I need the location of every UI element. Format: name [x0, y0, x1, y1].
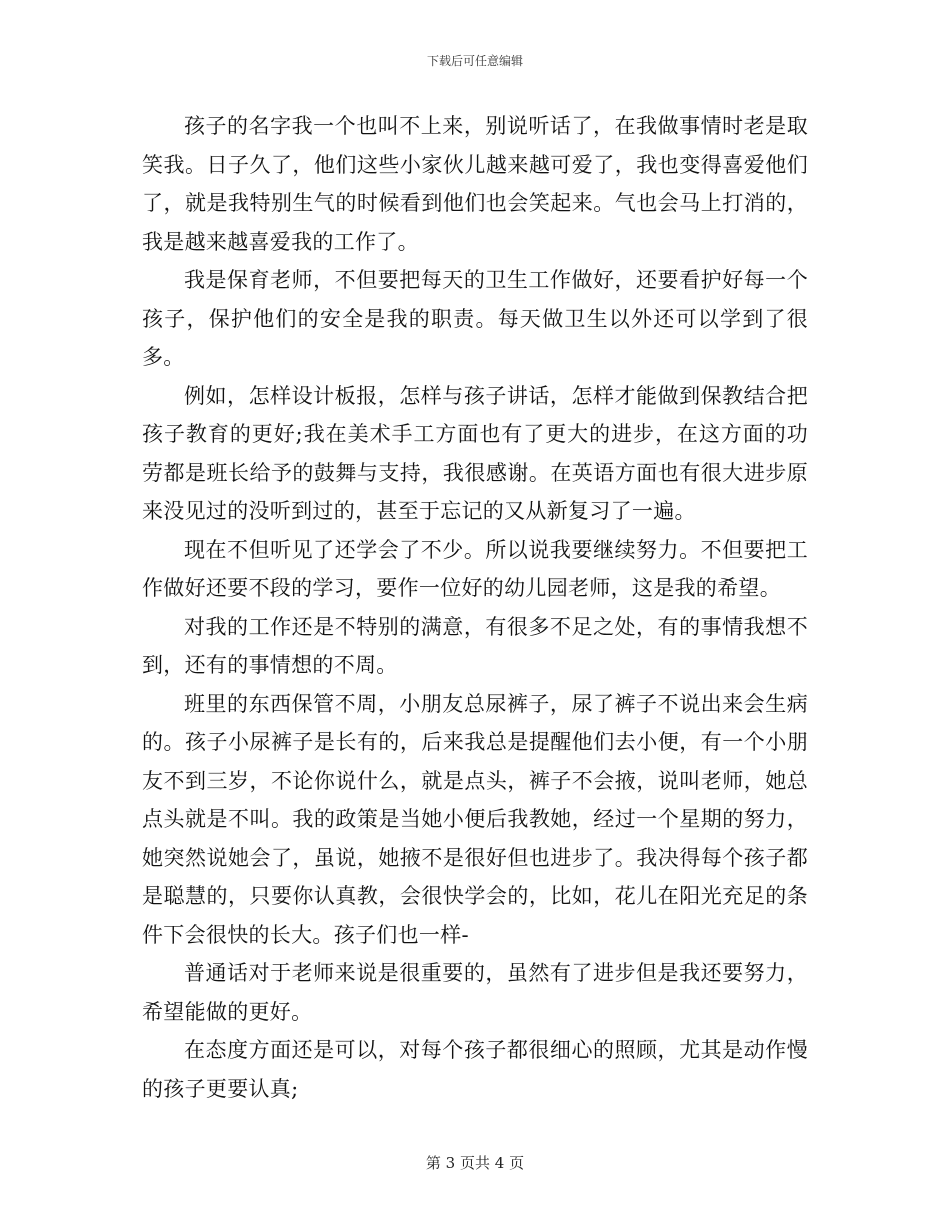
paragraph: 普通话对于老师来说是很重要的，虽然有了进步但是我还要努力，希望能做的更好。 [142, 961, 808, 1024]
page-header: 下载后可任意编辑 [426, 54, 523, 68]
document-body [142, 107, 808, 1108]
paragraph: 在态度方面还是可以，对每个孩子都很细心的照顾，尤其是动作慢的孩子更要认真; [142, 1038, 808, 1101]
paragraph: 对我的工作还是不特别的满意，有很多不足之处，有的事情我想不到，还有的事情想的不周。 [142, 614, 808, 677]
paragraph: 孩子的名字我一个也叫不上来，别说听话了，在我做事情时老是取笑我。日子久了，他们这些小家伙儿越来越可爱了，我也变得喜爱他们了，就是我特别生气的时候看到他们也会笑起来。气也会马上打消的，我是越来越喜爱我的工作了。 [142, 114, 808, 254]
paragraph: 我是保育老师，不但要把每天的卫生工作做好，还要看护好每一个孩子，保护他们的安全是我的职责。每天做卫生以外还可以学到了很多。 [142, 268, 808, 369]
paragraph: 现在不但听见了还学会了不少。所以说我要继续努力。不但要把工作做好还要不段的学习，要作一位好的幼儿园老师，这是我的希望。 [142, 537, 808, 600]
paragraph: 班里的东西保管不周，小朋友总尿裤子，尿了裤子不说出来会生病的。孩子小尿裤子是长有的，后来我总是提醒他们去小便，有一个小朋友不到三岁，不论你说什么，就是点头，裤子不会掖，说叫老师，她总点头就是不叫。我的政策是当她小便后我教她，经过一个星期的努力，她突然说她会了，虽说，她掖不是很好但也进步了。我决得每个孩子都是聪慧的，只要你认真教，会很快学会的，比如，花儿在阳光充足的条件下会很快的长大。孩子们也一样- [142, 691, 808, 947]
page-footer: 第 3 页共 4 页 [425, 1154, 525, 1172]
paragraph: 例如，怎样设计板报，怎样与孩子讲话，怎样才能做到保教结合把孩子教育的更好;我在美术手工方面也有了更大的进步，在这方面的功劳都是班长给予的鼓舞与支持，我很感谢。在英语方面也有很大进步原来没见过的没听到过的，甚至于忘记的又从新复习了一遍。 [142, 383, 808, 523]
